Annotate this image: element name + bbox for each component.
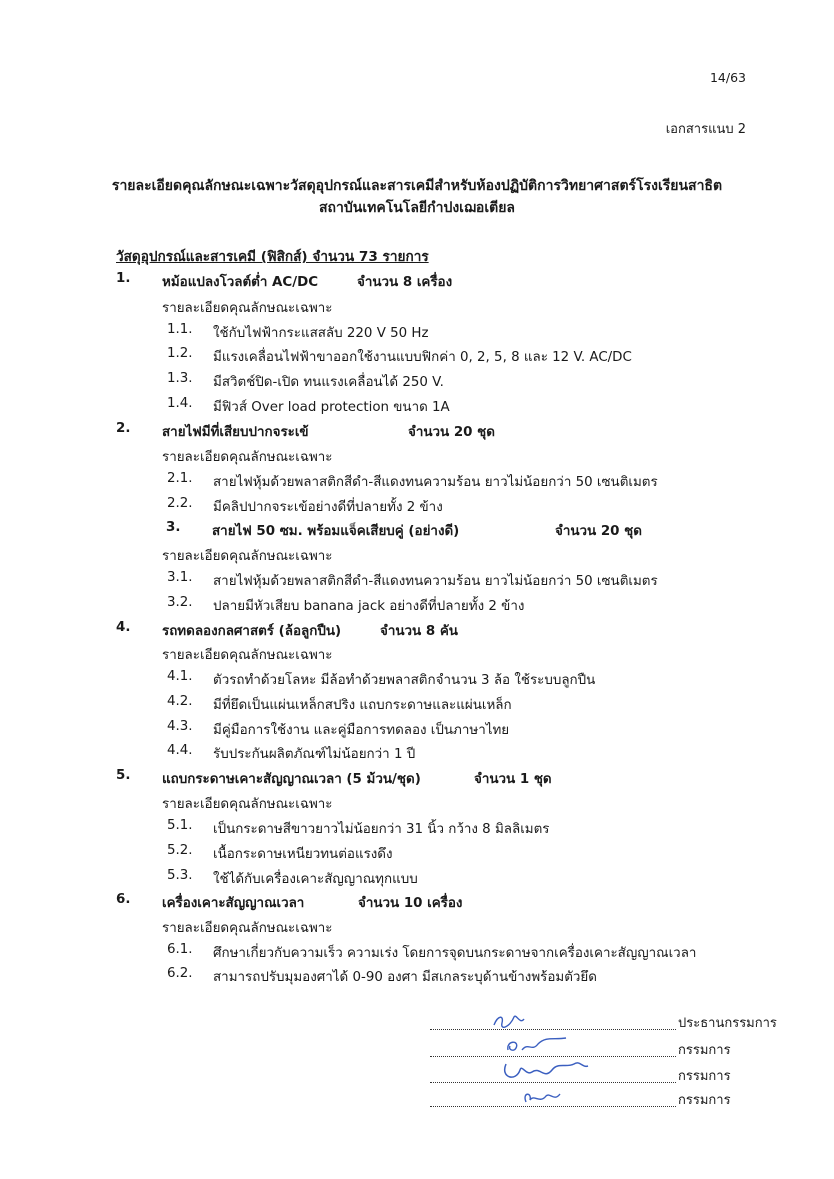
item-number: 5.	[116, 768, 131, 783]
spec-number: 4.1.	[167, 669, 193, 684]
attachment-label: เอกสารแนบ 2	[665, 122, 746, 137]
spec-number: 3.2.	[167, 595, 193, 610]
spec-number: 4.4.	[167, 743, 193, 758]
spec-label: รายละเอียดคุณลักษณะเฉพาะ	[162, 301, 333, 316]
spec-text: มีสวิตช์ปิด-เปิด ทนแรงเคลื่อนได้ 250 V.	[213, 375, 444, 390]
item-name: แถบกระดาษเคาะสัญญาณเวลา (5 ม้วน/ชุด)	[162, 772, 421, 787]
item-quantity: จำนวน 1 ชุด	[474, 772, 552, 787]
item-number: 3.	[166, 520, 181, 535]
signature-role: กรรมการ	[678, 1043, 731, 1058]
item-quantity: จำนวน 8 คัน	[380, 624, 458, 639]
item-quantity: จำนวน 10 เครื่อง	[358, 896, 463, 911]
spec-text: เนื้อกระดาษเหนียวทนต่อแรงดึง	[213, 847, 393, 862]
item-number: 2.	[116, 421, 131, 436]
signature-role: ประธานกรรมการ	[678, 1016, 777, 1031]
document-subtitle: สถาบันเทคโนโลยีกำปงเฌอเตียล	[319, 200, 515, 216]
spec-text: ปลายมีหัวเสียบ banana jack อย่างดีที่ปลายทั้ง 2 ข้าง	[213, 599, 525, 614]
item-name: สายไฟมีที่เสียบปากจระเข้	[162, 425, 309, 440]
signature-role: กรรมการ	[678, 1093, 731, 1108]
spec-text: สายไฟหุ้มด้วยพลาสติกสีดำ-สีแดงทนความร้อน ยาวไม่น้อยกว่า 50 เซนติเมตร	[213, 574, 658, 589]
spec-number: 2.1.	[167, 471, 193, 486]
spec-text: สามารถปรับมุมองศาได้ 0-90 องศา มีสเกลระบุด้านข้างพร้อมตัวยึด	[213, 970, 597, 985]
spec-number: 6.2.	[167, 966, 193, 981]
signature-line-member	[430, 1090, 750, 1110]
spec-text: มีคู่มือการใช้งาน และคู่มือการทดลอง เป็นภาษาไทย	[213, 723, 510, 738]
signature-role: กรรมการ	[678, 1069, 731, 1084]
spec-text: รับประกันผลิตภัณฑ์ไม่น้อยกว่า 1 ปี	[213, 747, 416, 762]
signature-line-member	[430, 1040, 750, 1060]
item-quantity: จำนวน 8 เครื่อง	[357, 275, 453, 290]
spec-number: 1.3.	[167, 371, 193, 386]
spec-number: 3.1.	[167, 570, 193, 585]
spec-number: 4.2.	[167, 694, 193, 709]
signature-scribble-icon	[470, 1011, 550, 1031]
spec-text: ตัวรถทำด้วยโลหะ มีล้อทำด้วยพลาสติกจำนวน 3 ล้อ ใช้ระบบลูกปืน	[213, 673, 596, 688]
page-number: 14/63	[709, 70, 746, 85]
signature-scribble-icon	[470, 1034, 590, 1058]
section-heading: วัสดุอุปกรณ์และสารเคมี (ฟิสิกส์) จำนวน 73 รายการ	[116, 249, 429, 265]
item-number: 4.	[116, 620, 131, 635]
spec-number: 2.2.	[167, 496, 193, 511]
spec-number: 1.2.	[167, 346, 193, 361]
spec-text: มีคลิปปากจระเข้อย่างดีที่ปลายทั้ง 2 ข้าง	[213, 500, 443, 515]
signature-scribble-icon	[470, 1088, 590, 1108]
spec-number: 1.4.	[167, 396, 193, 411]
spec-text: ศึกษาเกี่ยวกับความเร็ว ความเร่ง โดยการจุดบนกระดาษจากเครื่องเคาะสัญญาณเวลา	[213, 946, 697, 961]
spec-text: มีฟิวส์ Over load protection ขนาด 1A	[213, 400, 450, 415]
spec-number: 5.1.	[167, 818, 193, 833]
document-title: รายละเอียดคุณลักษณะเฉพาะวัสดุอุปกรณ์และสารเคมีสำหรับห้องปฏิบัติการวิทยาศาสตร์โรงเรียนสาธิต	[111, 178, 723, 194]
item-number: 1.	[116, 271, 131, 286]
spec-text: ใช้ได้กับเครื่องเคาะสัญญาณทุกแบบ	[213, 872, 418, 887]
spec-label: รายละเอียดคุณลักษณะเฉพาะ	[162, 797, 333, 812]
spec-number: 1.1.	[167, 322, 193, 337]
signature-line-chair	[430, 1013, 777, 1033]
spec-label: รายละเอียดคุณลักษณะเฉพาะ	[162, 450, 333, 465]
spec-number: 4.3.	[167, 719, 193, 734]
signature-line-member	[430, 1066, 750, 1086]
item-quantity: จำนวน 20 ชุด	[555, 524, 642, 539]
spec-number: 6.1.	[167, 942, 193, 957]
item-name: เครื่องเคาะสัญญาณเวลา	[162, 896, 305, 911]
spec-number: 5.2.	[167, 843, 193, 858]
item-quantity: จำนวน 20 ชุด	[408, 425, 495, 440]
spec-number: 5.3.	[167, 868, 193, 883]
spec-text: สายไฟหุ้มด้วยพลาสติกสีดำ-สีแดงทนความร้อน ยาวไม่น้อยกว่า 50 เซนติเมตร	[213, 475, 658, 490]
spec-text: เป็นกระดาษสีขาวยาวไม่น้อยกว่า 31 นิ้ว กว้าง 8 มิลลิเมตร	[213, 822, 550, 837]
signature-scribble-icon	[470, 1058, 610, 1084]
item-number: 6.	[116, 892, 131, 907]
item-name: รถทดลองกลศาสตร์ (ล้อลูกปืน)	[162, 624, 342, 639]
spec-label: รายละเอียดคุณลักษณะเฉพาะ	[162, 648, 333, 663]
spec-label: รายละเอียดคุณลักษณะเฉพาะ	[162, 921, 333, 936]
item-name: หม้อแปลงโวลต์ต่ำ AC/DC	[162, 275, 319, 290]
spec-text: มีที่ยึดเป็นแผ่นเหล็กสปริง แถบกระดาษและแผ่นเหล็ก	[213, 698, 512, 713]
spec-text: ใช้กับไฟฟ้ากระแสสลับ 220 V 50 Hz	[213, 326, 429, 341]
spec-text: มีแรงเคลื่อนไฟฟ้าขาออกใช้งานแบบฟิกค่า 0, 2, 5, 8 และ 12 V. AC/DC	[213, 350, 632, 365]
spec-label: รายละเอียดคุณลักษณะเฉพาะ	[162, 549, 333, 564]
signature-dotted-line	[430, 1029, 676, 1030]
item-name: สายไฟ 50 ซม. พร้อมแจ็คเสียบคู่ (อย่างดี)	[212, 524, 460, 539]
